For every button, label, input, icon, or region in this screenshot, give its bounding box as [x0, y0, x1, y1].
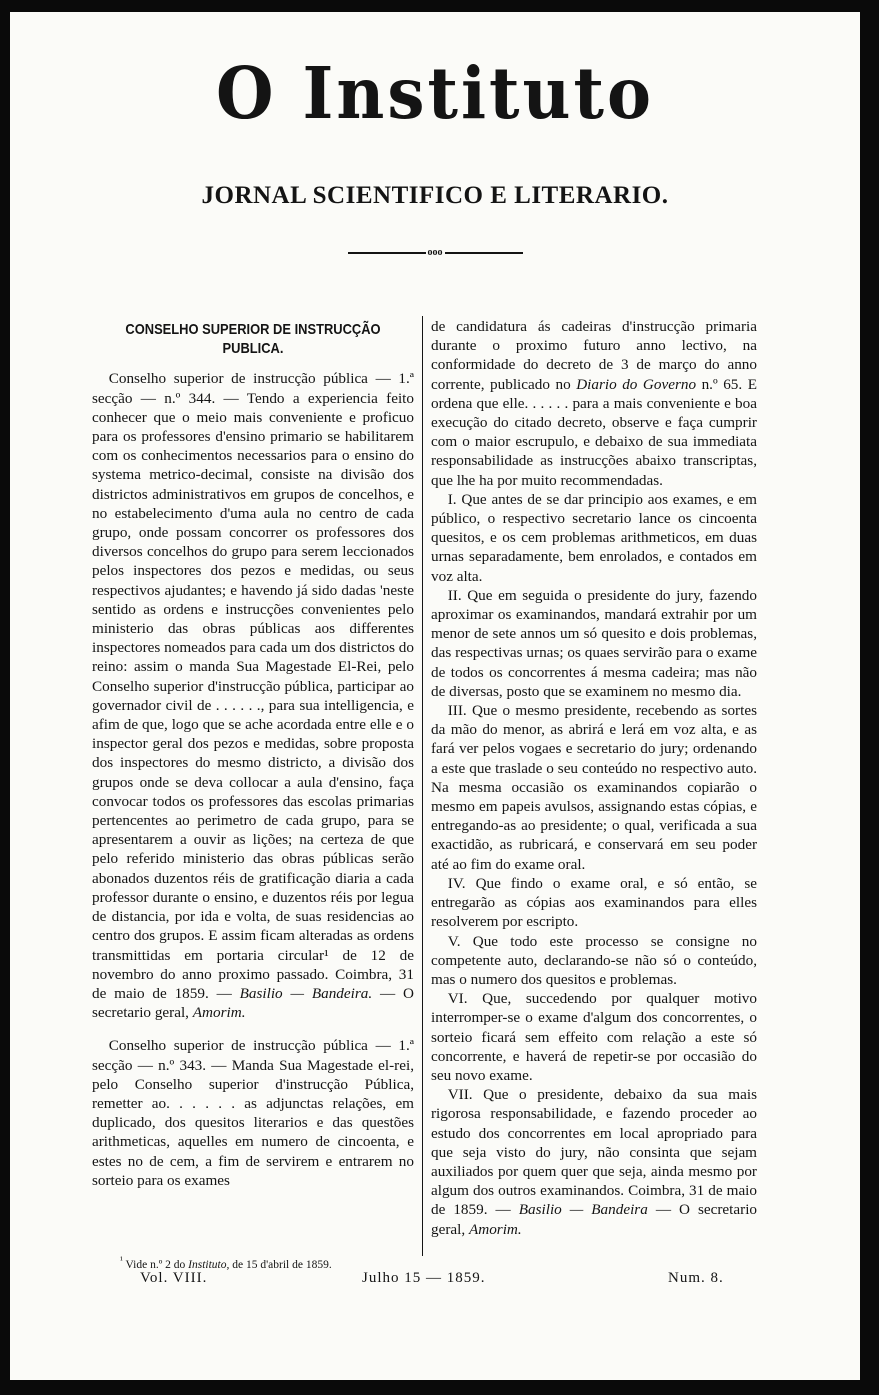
volume-label: Vol. VIII. [140, 1270, 208, 1286]
issue-number: Num. 8. [668, 1270, 724, 1286]
instruction-item-6: VI. Que, succedendo por qualquer motivo interromper-se o exame d'algum dos concorrentes, o sorteio ficará sem effeito com relação a este só concorrente, e haverá de repetir-se por occasião do seu novo exame. [431, 990, 757, 1084]
diario-reference: Diario do Governo [576, 375, 697, 393]
decree-344-text: Conselho superior de instrucção pública — 1.ª secção — n.º 344. — Tendo a experiencia feito conhecer que o meio mais conveniente e proficuo para os professores d'ensino primario se habilitarem com os conhecimentos necessarios para o ensino do systema metrico-decimal, consiste na divisão dos districtos administrativos em grupos de concelhos, e no estabelecimento d'uma aula no centro de cada grupo, onde possam concorrer os professores dos diversos concelhos do grupo para serem leccionados pelos inspectores dos pezos e medidas, ou seus respectivos ajudantes; e havendo já sido dadas 'neste sentido as ordens e instrucções convenientes pelo ministerio das obras públicas aos differentes inspectores nomeados para cada um dos districtos do reino: assim o manda Sua Magestade El-Rei, pelo Conselho superior d'instrucção pública, participar ao governador civil de . . . . . ., para sua intelligencia, e afim de que, logo que se ache acordada entre elle e o inspector geral dos pezos e medidas, sobre proposta dos inspectores do mesmo districto, a divisão dos grupos onde se deva collocar a aula d'ensino, faça convocar todos os professores das escolas primarias pertencentes ao perimetro de cada grupo, para se apresentarem a ouvir as lições; na certeza de que pelo referido ministerio das obras públicas serão abonados duzentos réis de gratificação diaria a cada professor durante o ensino, e duzentos réis por legua de distancia, por ida e volta, de suas residencias ao centro dos grupos. E assim ficam alteradas as ordens transmittidas em portaria circular¹ de 12 de novembro do anno proximo passado. Coimbra, 31 de maio de 1859. — [92, 370, 414, 1002]
decree-343-continuation [431, 317, 757, 490]
footnote-marker: ¹ [120, 1255, 123, 1266]
decree-344-secretary: Amorim. [192, 1004, 246, 1022]
instruction-item-7-text: VII. Que o presidente, debaixo da sua mais rigorosa responsabilidade, e fazendo proceder ao estudo dos concorrentes em local apropriado para que seja visto do jury, não consinta que sejam auxiliados por quem quer que seja, ainda mesmo por algum dos outros examinandos. Coimbra, 31 de maio de 1859. — [431, 1086, 757, 1219]
section-heading: CONSELHO SUPERIOR DE INSTRUCÇÃO PUBLICA. [125, 321, 381, 358]
ornament-rule-right [445, 252, 523, 254]
newspaper-page [10, 12, 860, 1380]
item-7-secretary-label: — O secretario geral, [431, 1201, 758, 1238]
instruction-item-7 [431, 1085, 757, 1239]
decree-344-signatory: Basilio — Bandeira. [239, 984, 373, 1002]
ornament-rule-left [348, 252, 426, 254]
right-column [431, 317, 757, 1239]
ornament-divider [10, 248, 860, 258]
ornament-center: ooo [427, 247, 443, 258]
continuation-text-b: n.º 65. E ordena que elle. . . . . . para a mais conveniente e boa execução do citado decreto, observe e faça cumprir com o maior escrupulo, e debaixo de sua immediata responsabilidade as instrucções abaixo transcriptas, que lhe ha por muito recommendadas. [431, 375, 757, 489]
left-column [92, 320, 414, 1190]
instruction-item-4: IV. Que findo o exame oral, e só então, se entregarão as cópias aos examinandos para elles resolverem por escripto. [431, 874, 757, 931]
column-divider [422, 316, 423, 1256]
decree-343: Conselho superior de instrucção pública — 1.ª secção — n.º 343. — Manda Sua Magestade el-rei, pelo Conselho superior d'instrucção Pública, remetter ao. . . . . . as adjunctas relações, em duplicado, dos quesitos literarios e das questões arithmeticas, aquelles em numero de cincoenta, e estes no de cem, a fim de servirem e entrarem no sorteio para os exames [92, 1037, 414, 1189]
issue-date: Julho 15 — 1859. [362, 1270, 486, 1286]
footnote-text-a: Vide n.º 2 do [122, 1258, 189, 1271]
decree-344-secretary-label: — O secretario geral, [92, 984, 414, 1022]
continuation-text-a: de candidatura ás cadeiras d'instrucção primaria durante o proximo futuro anno lectivo, na conformidade do decreto de 3 de março do anno corrente, publicado no [431, 318, 757, 393]
instruction-item-1: I. Que antes de se dar principio aos exames, e em público, o respectivo secretario lance os cincoenta quesitos, e os cem problemas arithmeticos, em duas urnas separadamente, bem enrolados, e contados em voz alta. [431, 490, 757, 585]
masthead-title: O Instituto [215, 50, 655, 136]
instruction-item-3: III. Que o mesmo presidente, recebendo as sortes da mão do menor, as abrirá e lerá em voz alta, e as fará ver pelos vogaes e secretario do jury; ordenando a este que traslade o seu conteúdo no respectivo auto. Na mesma occasião os examinandos copiarão o mesmo em papeis avulsos, assignando estas cópias, e entregando-as ao presidente; o qual, verificada a sua exactidão, as rubricará, e conservará em seu poder até ao fim do exame oral. [431, 702, 757, 873]
instruction-item-2: II. Que em seguida o presidente do jury, fazendo aproximar os examinandos, mandará extrahir por um menor de sete annos um só quesito e dois problemas, das respectivas urnas; os quaes servirão para o exame de todos os concorrentes á mesma cadeira; mas não de diversas, posto que se examinem no mesmo dia. [431, 586, 757, 700]
item-7-secretary: Amorim. [468, 1220, 522, 1238]
instruction-item-5: V. Que todo este processo se consigne no competente auto, declarando-se não só o conteúdo, mas o numero dos quesitos e problemas. [431, 932, 757, 988]
masthead [10, 50, 860, 136]
footnote-text-b: de 15 d'abril de 1859. [229, 1258, 332, 1271]
footnote-reference: Instituto, [188, 1258, 230, 1271]
masthead-subtitle: JORNAL SCIENTIFICO E LITERARIO. [201, 182, 669, 209]
decree-344 [92, 369, 414, 1022]
item-7-signatory: Basilio — Bandeira [518, 1201, 648, 1219]
